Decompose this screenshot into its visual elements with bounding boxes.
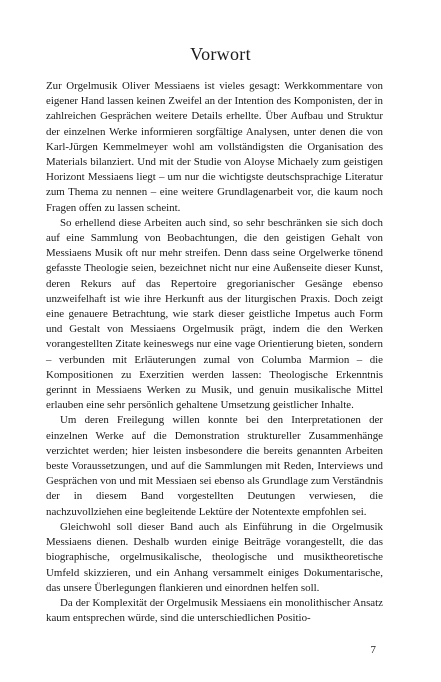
body-text — [46, 79, 383, 626]
paragraph-4: Gleichwohl soll dieser Band auch als Einführung in die Orgelmusik Messiaens dienen. Deshalb wurden einige Beiträge vorangestellt, die das biographische, orgelmusikalische, theologische und musiktheoretische Umfeld skizzieren, und ein Anhang versammelt einiges Dokumentarische, das unsere Überlegungen flankieren und einordnen helfen soll. — [46, 520, 383, 594]
page-title: Vorwort — [190, 44, 251, 64]
page-number: 7 — [370, 644, 376, 656]
paragraph-1: Zur Orgelmusik Oliver Messiaens ist vieles gesagt: Werkkommentare von eigener Hand lassen keinen Zweifel an der Intention des Komponisten, der in zahlreichen Gesprächen weitere Details erhellte. Über Aufbau und Struktur der einzelnen Werke informieren sorgfältige Analysen, unter denen die von Karl-Jürgen Kemmelmeyer wohl am vollständigsten die Organisation des Materials bilanziert. Und mit der Studie von Aloyse Michaely zum geistigen Horizont Messiaens liegt – um nur die wichtigste deutschsprachige Literatur zum Thema zu nennen – eine weitere Grundlagenarbeit vor, die kaum noch Fragen offen zu lassen scheint. — [46, 80, 383, 214]
paragraph-2: So erhellend diese Arbeiten auch sind, so sehr beschränken sie sich doch auf eine Sammlung von Beobachtungen, die den geistigen Gehalt von Messiaens Musik oft nur mehr streifen. Denn dass seine Orgelwerke tönend gefasste Theologie seien, bezeichnet nicht nur eine Außenseite dieser Kunst, deren Rekurs auf das Repertoire gregorianischer Gesänge ebenso unzweifelhaft ist wie ihre Herkunft aus der liturgischen Praxis. Doch zeigt eine genauere Betrachtung, wie stark dieser geistliche Impetus auch Form und Gestalt von Messiaens Orgelmusik prägt, indem die den Werken vorangestellten Zitate keineswegs nur eine vage Orientierung bieten, sondern – verbunden mit Erläuterungen zumal von Columba Marmion – die Kompositionen zu Exerzitien werden lassen: Theologische Erkenntnis gerinnt in Messiaens Werken zu Musik, und genuin musikalische Mittel erlauben eine sehr persönlich gehaltene Umsetzung geistlicher Inhalte. — [46, 216, 383, 412]
paragraph-3: Um deren Freilegung willen konnte bei den Interpretationen der einzelnen Werke auf die Demonstration struktureller Zusammenhänge verzichtet werden; hier leisten insbesondere die bereits genannten Arbeiten beste Voraussetzungen, und auf die Sammlungen mit Reden, Interviews und Gesprächen von und mit Messiaen sei ebenso als Grundlage zum Verständnis der in diesem Band vorgestellten Deutungen verwiesen, die nachzuvollziehen eine begleitende Lektüre der Notentexte empfohlen sei. — [46, 414, 383, 518]
paragraph-5: Da der Komplexität der Orgelmusik Messiaens ein monolithischer Ansatz kaum entsprechen würde, sind die unterschiedlichen Positio- — [46, 596, 383, 625]
